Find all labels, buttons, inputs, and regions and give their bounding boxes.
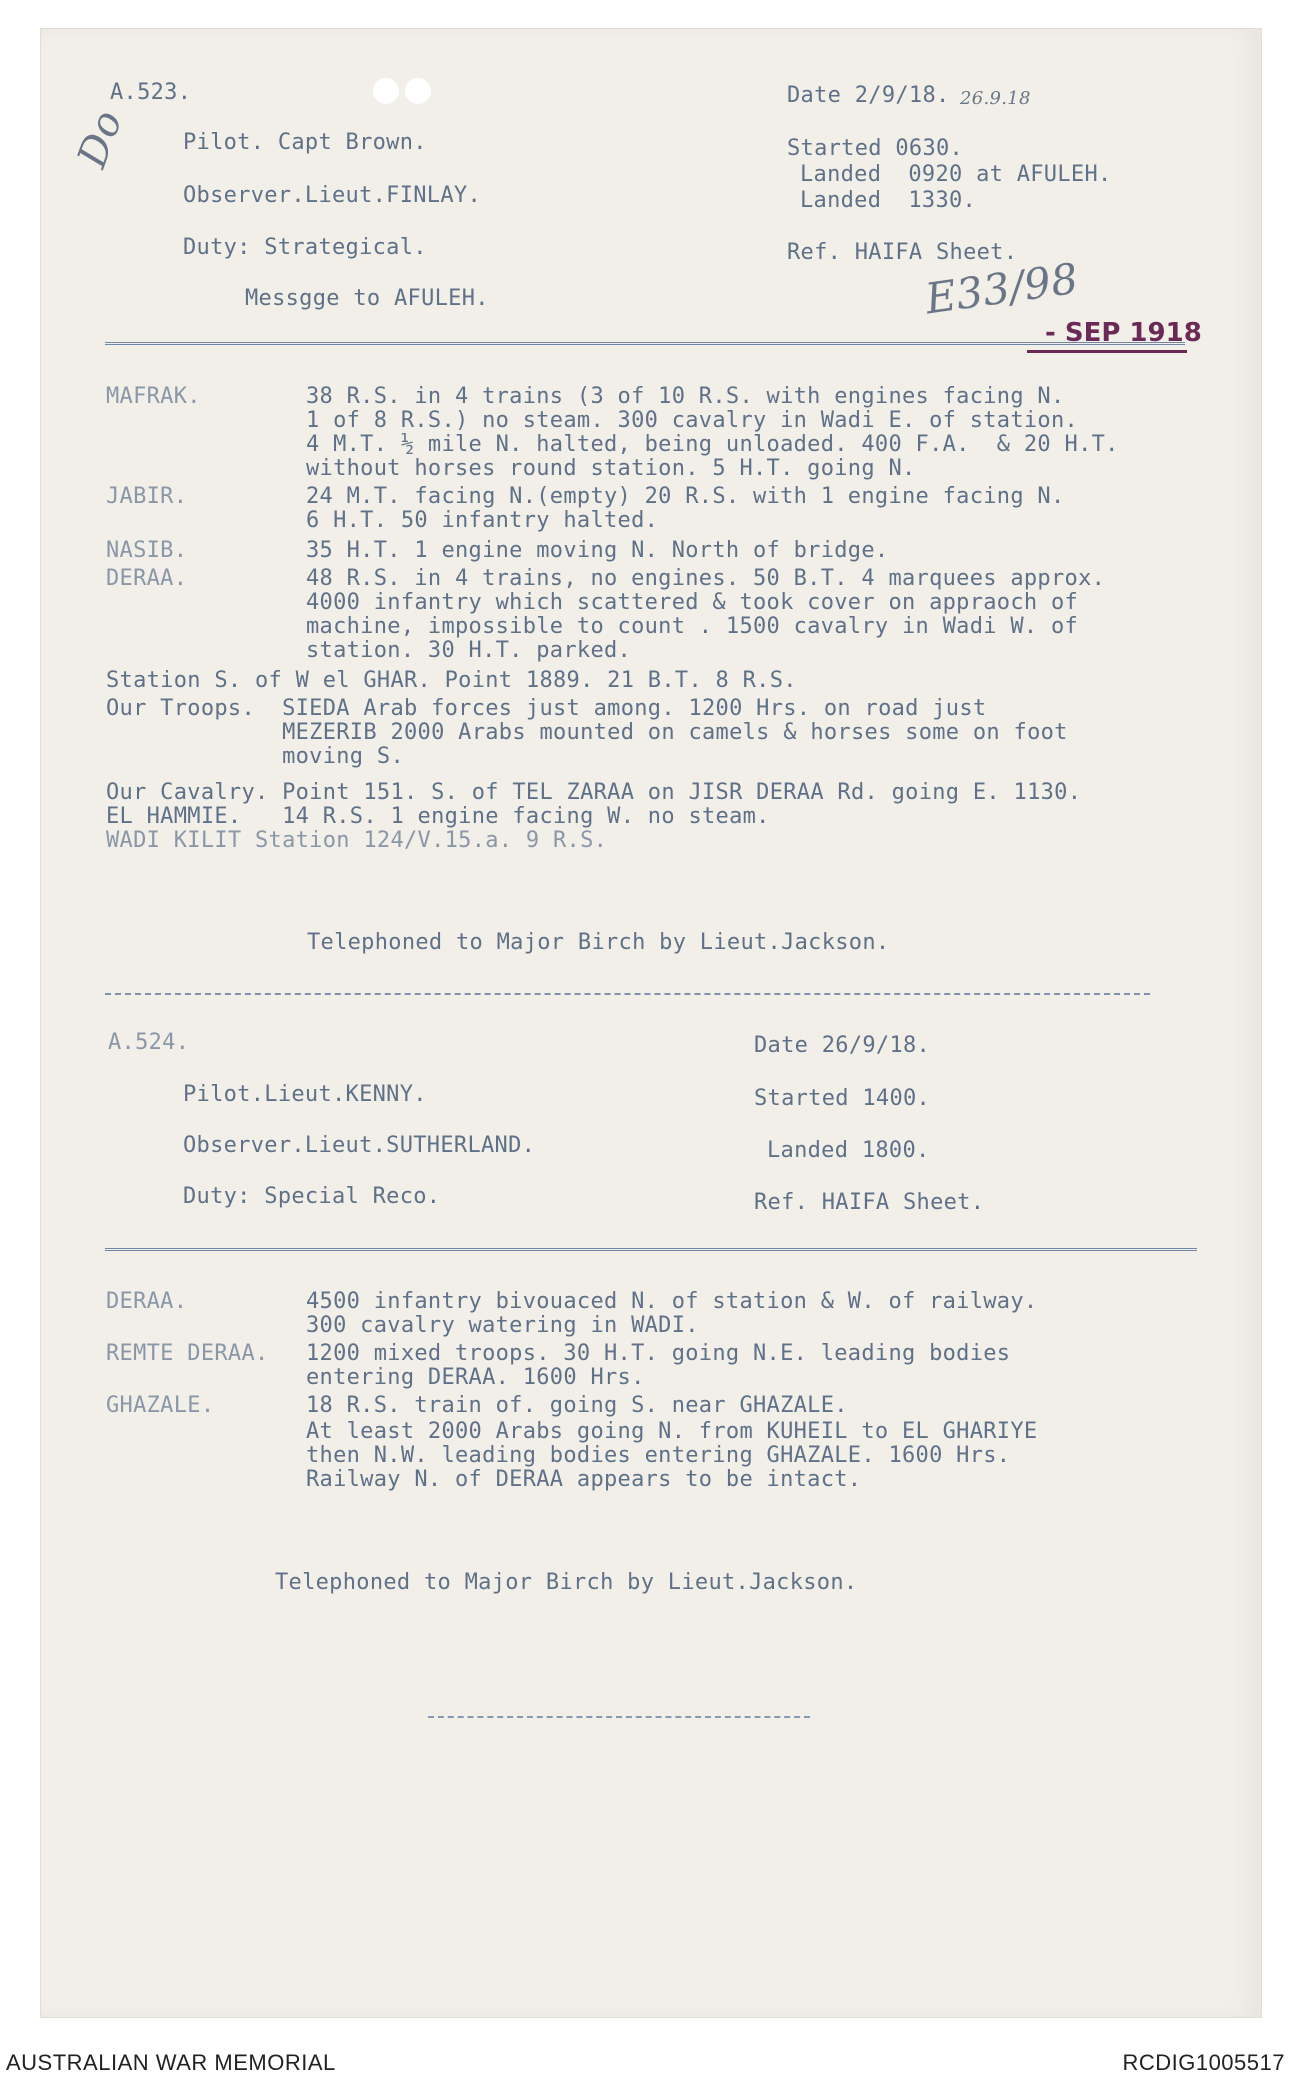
free-line: moving S. [106, 744, 404, 769]
report1-started: Started 0630. [787, 136, 964, 161]
report2-ref-sheet: Ref. HAIFA Sheet. [754, 1190, 985, 1215]
footer-record-id: RCDIG1005517 [1122, 2050, 1285, 2075]
report2-duty: Duty: Special Reco. [183, 1184, 441, 1209]
entry-line: 4500 infantry bivouaced N. of station & W. of railway. [306, 1289, 1038, 1314]
entry-line: At least 2000 Arabs going N. from KUHEIL to EL GHARIYE [306, 1419, 1038, 1444]
report1-telephoned: Telephoned to Major Birch by Lieut.Jackson. [307, 930, 890, 955]
place-name: NASIB. [106, 538, 188, 563]
separator-middle [105, 993, 1150, 995]
report1-pilot: Pilot. Capt Brown. [183, 130, 427, 155]
free-line: MEZERIB 2000 Arabs mounted on camels & horses some on foot [106, 720, 1068, 745]
punch-hole-left [373, 78, 399, 104]
report1-ref: A.523. [110, 80, 192, 105]
entry-line: 4 M.T. ½ mile N. halted, being unloaded. 400 F.A. & 20 H.T. [306, 432, 1119, 457]
report1-observer: Observer.Lieut.FINLAY. [183, 183, 481, 208]
entry-line: 300 cavalry watering in WADI. [306, 1313, 699, 1338]
report2-telephoned: Telephoned to Major Birch by Lieut.Jackson. [275, 1570, 858, 1595]
entry-line: 6 H.T. 50 infantry halted. [306, 508, 659, 533]
entry-line: 1 of 8 R.S.) no steam. 300 cavalry in Wadi E. of station. [306, 408, 1079, 433]
entry-line: 35 H.T. 1 engine moving N. North of bridge. [306, 538, 889, 563]
file-number-handwritten: E33/98 [922, 253, 1082, 324]
entry-line: entering DERAA. 1600 Hrs. [306, 1365, 645, 1390]
received-date-stamp: - SEP 1918 [1045, 318, 1202, 348]
entry-line: 24 M.T. facing N.(empty) 20 R.S. with 1 engine facing N. [306, 484, 1065, 509]
separator-report2 [105, 1248, 1197, 1251]
report2-ref: A.524. [108, 1030, 190, 1055]
report2-pilot: Pilot.Lieut.KENNY. [183, 1082, 427, 1107]
entry-line: 18 R.S. train of. going S. near GHAZALE. [306, 1393, 848, 1418]
place-name: MAFRAK. [106, 384, 201, 409]
punch-hole-right [405, 78, 431, 104]
free-line: WADI KILIT Station 124/V.15.a. 9 R.S. [106, 828, 608, 853]
report1-duty: Duty: Strategical. [183, 235, 427, 260]
report1-date: Date 2/9/18. [787, 83, 950, 108]
place-name: DERAA. [106, 1289, 188, 1314]
entry-line: 38 R.S. in 4 trains (3 of 10 R.S. with engines facing N. [306, 384, 1065, 409]
entry-line: machine, impossible to count . 1500 cavalry in Wadi W. of [306, 614, 1079, 639]
entry-line: 48 R.S. in 4 trains, no engines. 50 B.T. 4 marquees approx. [306, 566, 1106, 591]
free-line: Our Troops. SIEDA Arab forces just among. 1200 Hrs. on road just [106, 696, 987, 721]
stamp-underline [1027, 350, 1187, 353]
place-name: JABIR. [106, 484, 188, 509]
entry-line: without horses round station. 5 H.T. going N. [306, 456, 916, 481]
report2-date: Date 26/9/18. [754, 1033, 931, 1058]
footer-institution: AUSTRALIAN WAR MEMORIAL [6, 2050, 336, 2075]
report2-started: Started 1400. [754, 1086, 931, 1111]
report2-landed: Landed 1800. [767, 1138, 930, 1163]
entry-line: 1200 mixed troops. 30 H.T. going N.E. leading bodies [306, 1341, 1011, 1366]
report1-date-handwritten: 26.9.18 [960, 88, 1031, 109]
separator-top [105, 342, 1185, 345]
report1-landed-2: Landed 1330. [800, 188, 977, 213]
entry-line: 4000 infantry which scattered & took cover on appraoch of [306, 590, 1079, 615]
report1-landed-1: Landed 0920 at AFULEH. [800, 162, 1112, 187]
place-name: REMTE DERAA. [106, 1341, 269, 1366]
report2-observer: Observer.Lieut.SUTHERLAND. [183, 1133, 536, 1158]
report1-ref-sheet: Ref. HAIFA Sheet. [787, 240, 1018, 265]
place-name: DERAA. [106, 566, 188, 591]
free-line: EL HAMMIE. 14 R.S. 1 engine facing W. no steam. [106, 804, 770, 829]
free-line: Station S. of W el GHAR. Point 1889. 21 B.T. 8 R.S. [106, 668, 797, 693]
entry-line: then N.W. leading bodies entering GHAZALE. 1600 Hrs. [306, 1443, 1011, 1468]
entry-line: station. 30 H.T. parked. [306, 638, 632, 663]
entry-line: Railway N. of DERAA appears to be intact. [306, 1467, 862, 1492]
free-line: Our Cavalry. Point 151. S. of TEL ZARAA on JISR DERAA Rd. going E. 1130. [106, 780, 1082, 805]
margin-mark: Do [69, 104, 132, 174]
report1-message: Messgge to AFULEH. [245, 286, 489, 311]
place-name: GHAZALE. [106, 1393, 215, 1418]
end-rule [428, 1716, 810, 1718]
